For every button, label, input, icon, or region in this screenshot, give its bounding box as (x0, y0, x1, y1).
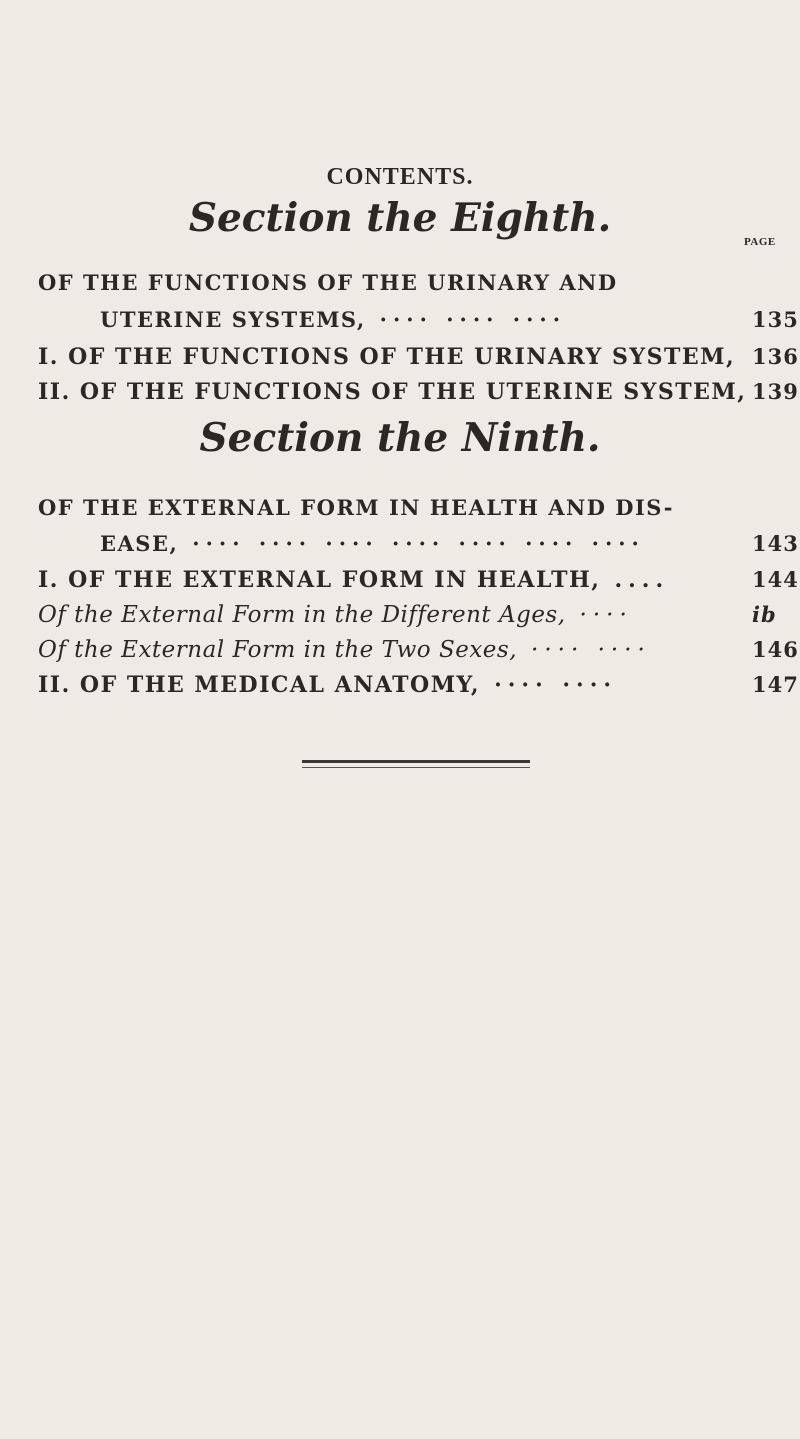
toc-entry (38, 637, 718, 663)
dot-leaders: .... (614, 567, 670, 593)
page-number: 146 (752, 637, 799, 662)
entry-text: II. OF THE FUNCTIONS OF THE UTERINE SYSTEM, (38, 379, 747, 405)
dot-leaders: ···· ···· ···· (379, 307, 567, 332)
toc-entry (38, 495, 718, 520)
entry-text: EASE, (100, 531, 179, 556)
toc-entry (38, 379, 747, 405)
page-number: 143 (752, 531, 799, 556)
page-column-label: PAGE (744, 236, 776, 248)
toc-entry (38, 344, 736, 370)
entry-text: Of the External Form in the Different Ages, (38, 602, 566, 628)
dot-leaders: ···· ···· (531, 637, 651, 663)
entry-text: OF THE EXTERNAL FORM IN HEALTH AND DIS- (38, 495, 674, 520)
page-number: 139 (752, 379, 799, 404)
entry-text: I. OF THE EXTERNAL FORM IN HEALTH, (38, 567, 601, 593)
page-number: 135 (752, 307, 799, 332)
dot-leaders: ···· ···· ···· ···· ···· ···· ···· (192, 531, 645, 556)
section-heading-ninth: Section the Ninth. (199, 415, 601, 461)
running-head: CONTENTS. (326, 164, 474, 190)
toc-entry (38, 270, 718, 295)
entry-text: Of the External Form in the Two Sexes, (38, 637, 518, 663)
entry-text: OF THE FUNCTIONS OF THE URINARY AND (38, 270, 618, 295)
toc-entry (38, 602, 718, 628)
toc-entry (38, 567, 718, 593)
entry-text: I. OF THE FUNCTIONS OF THE URINARY SYSTEM, (38, 344, 736, 370)
closing-rule-thin (302, 767, 530, 768)
toc-entry (38, 672, 718, 698)
page-number: 147 (752, 672, 799, 697)
page-number: 144 (752, 567, 799, 592)
page-number: 136 (752, 344, 799, 369)
dot-leaders: ···· ···· (494, 672, 618, 698)
entry-text: UTERINE SYSTEMS, (100, 307, 366, 332)
page-number: ib (752, 602, 777, 627)
toc-entry (38, 307, 718, 332)
entry-text: II. OF THE MEDICAL ANATOMY, (38, 672, 481, 698)
toc-entry (38, 531, 718, 556)
section-heading-eighth: Section the Eighth. (188, 195, 612, 241)
dot-leaders: ···· (579, 602, 633, 628)
closing-rule (302, 760, 530, 763)
